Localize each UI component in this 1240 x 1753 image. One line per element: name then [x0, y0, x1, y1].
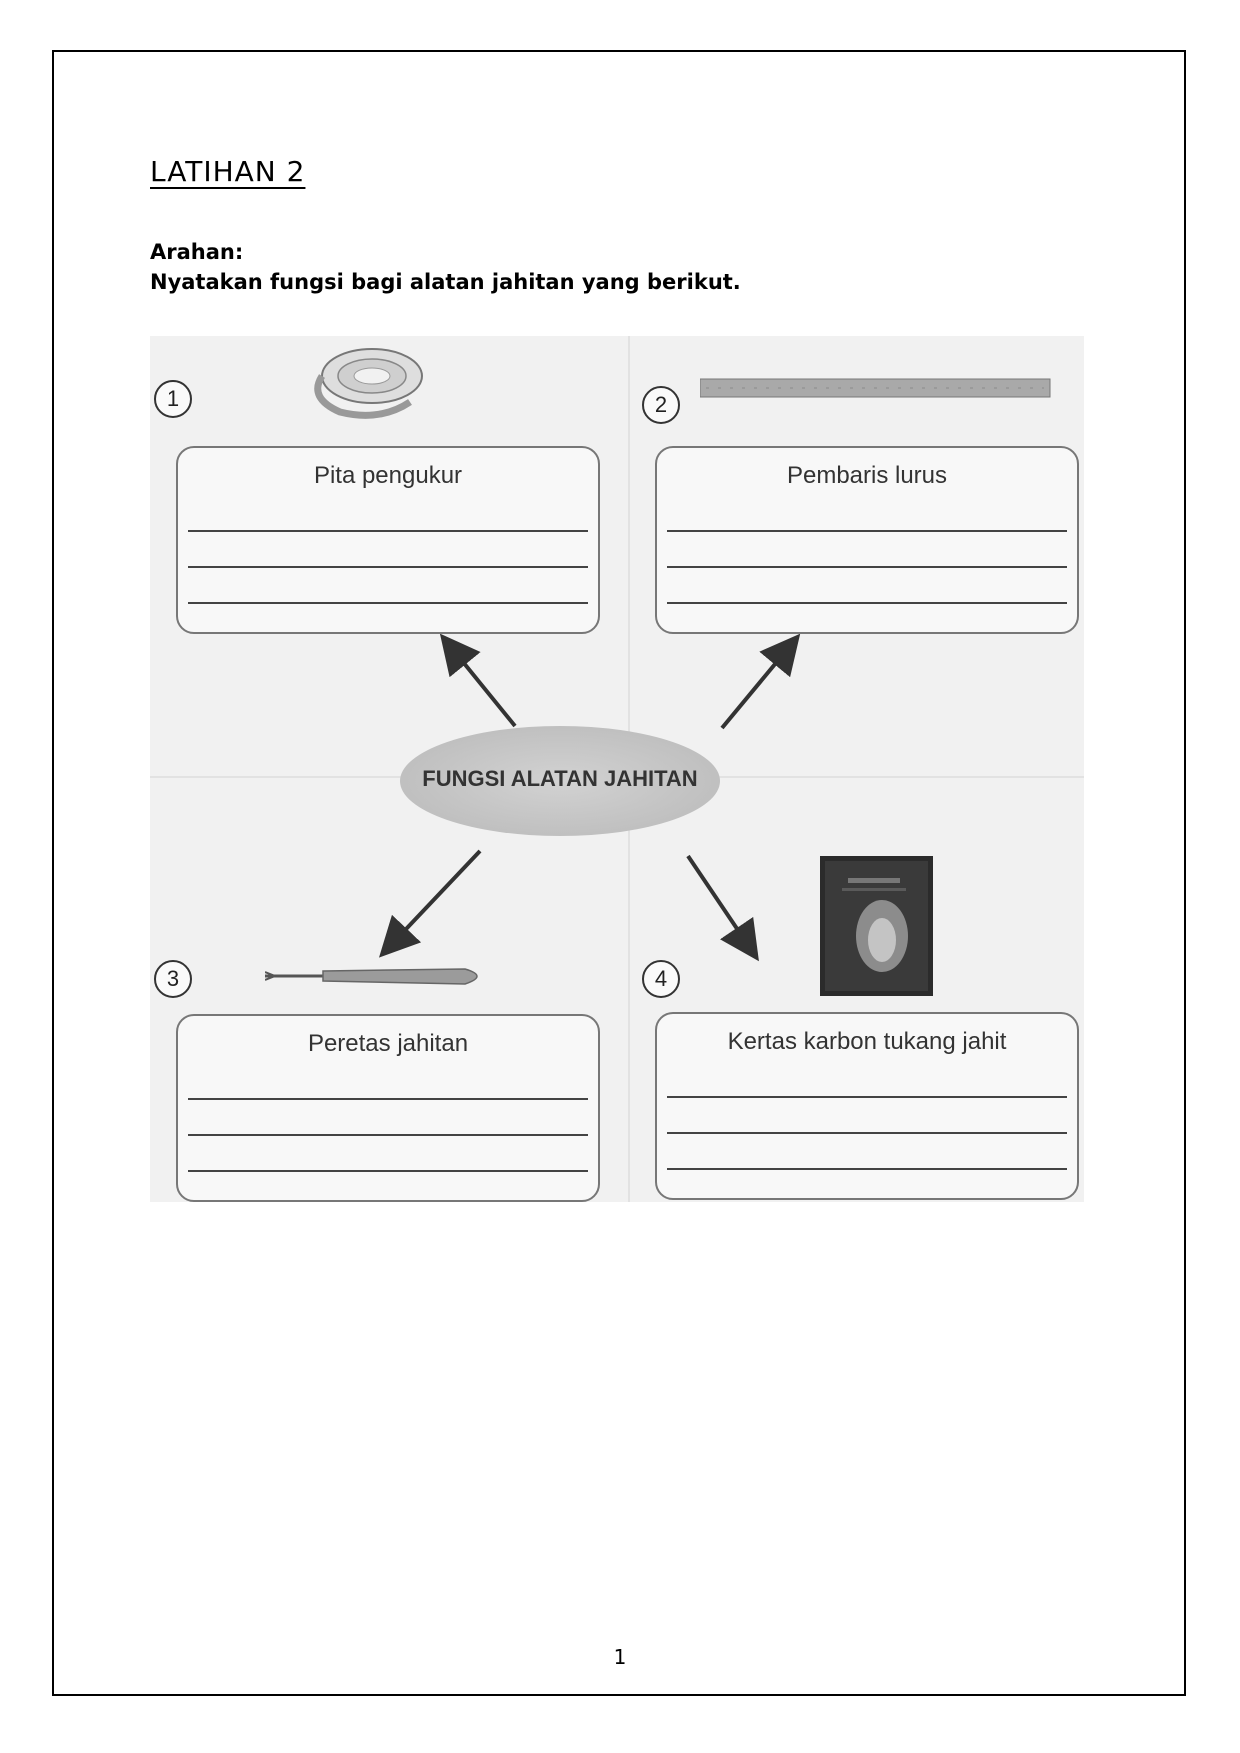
center-topic-label: FUNGSI ALATAN JAHITAN — [422, 766, 698, 791]
instructions-label: Arahan: — [150, 240, 244, 264]
answer-line[interactable] — [188, 1170, 588, 1172]
instructions-text: Nyatakan fungsi bagi alatan jahitan yang berikut. — [150, 270, 741, 294]
item-4-label: Kertas karbon tukang jahit — [727, 1028, 1007, 1055]
answer-line[interactable] — [667, 1168, 1067, 1170]
answer-line[interactable] — [188, 566, 588, 568]
answer-line[interactable] — [188, 530, 588, 532]
answer-line[interactable] — [667, 602, 1067, 604]
answer-line[interactable] — [188, 1134, 588, 1136]
answer-line[interactable] — [667, 566, 1067, 568]
answer-line[interactable] — [667, 1096, 1067, 1098]
page-number: 1 — [613, 1645, 627, 1669]
page-title: LATIHAN 2 — [150, 155, 306, 188]
answer-box-1 — [176, 446, 600, 634]
arrow-to-item-4 — [688, 856, 750, 948]
answer-line[interactable] — [188, 602, 588, 604]
arrow-to-item-3 — [390, 851, 480, 946]
answer-line[interactable] — [188, 1098, 588, 1100]
center-topic-ellipse — [400, 726, 720, 836]
item-3-number: 3 — [154, 960, 192, 998]
answer-line[interactable] — [667, 530, 1067, 532]
item-1-number: 1 — [154, 380, 192, 418]
item-1-label: Pita pengukur — [313, 462, 463, 489]
worksheet-scan — [150, 336, 1084, 1202]
arrow-to-item-1 — [450, 646, 515, 726]
answer-box-3 — [176, 1014, 600, 1202]
answer-box-4 — [655, 1012, 1079, 1200]
answer-box-2 — [655, 446, 1079, 634]
answer-line[interactable] — [667, 1132, 1067, 1134]
item-3-label: Peretas jahitan — [307, 1030, 469, 1057]
item-4-number: 4 — [642, 960, 680, 998]
arrow-to-item-2 — [722, 646, 790, 728]
item-2-label: Pembaris lurus — [786, 462, 948, 489]
item-2-number: 2 — [642, 386, 680, 424]
